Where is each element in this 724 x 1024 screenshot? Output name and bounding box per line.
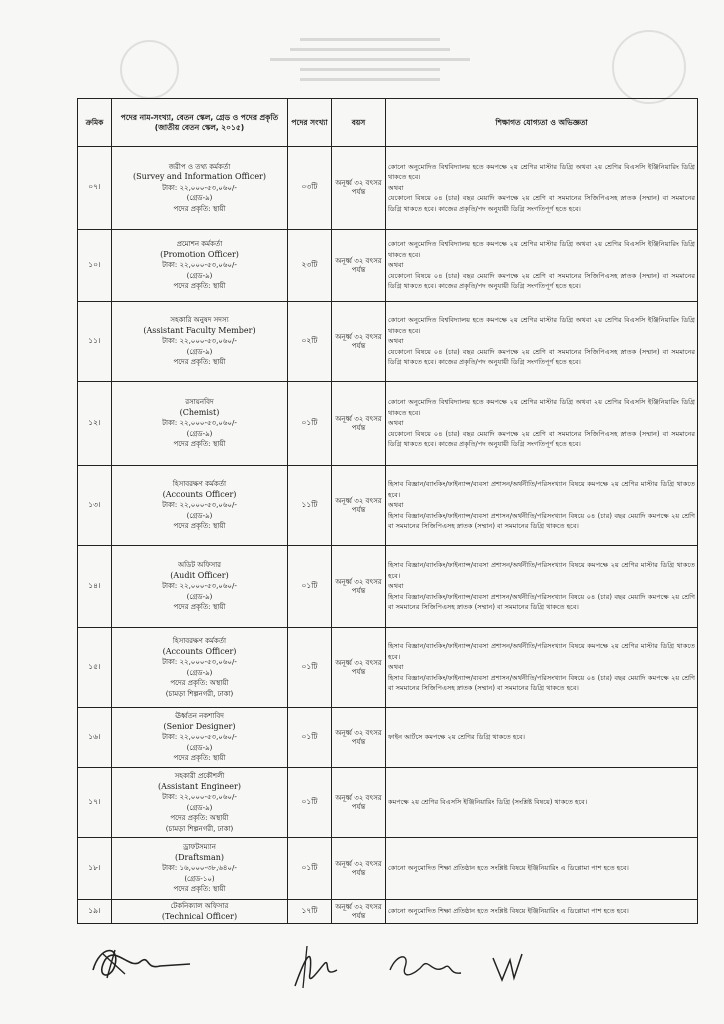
count-cell: ০১টি xyxy=(288,708,332,768)
serial-cell: ১১। xyxy=(78,302,112,382)
count-cell: ০৩টি xyxy=(288,147,332,230)
post-cell xyxy=(112,768,288,838)
qualification-cell xyxy=(386,768,698,838)
post-grade: (গ্রেড-৯) xyxy=(186,668,213,677)
signature-3 xyxy=(385,945,465,985)
count-cell: ২৩টি xyxy=(288,230,332,302)
job-table xyxy=(77,98,698,924)
post-pay: টাকা: ২২,০০০-৫৩,০৬০/- xyxy=(162,261,237,270)
post-pay: টাকা: ২২,০০০-৫৩,০৬০/- xyxy=(162,658,237,666)
serial-cell: ১৩। xyxy=(78,466,112,546)
post-name-en: (Senior Designer) xyxy=(163,721,236,731)
qualification-line: হিসাব বিজ্ঞান/ব্যাংকিং/ফাইন্যান্স/ব্যবসা প্রশাসন/অর্থনীতি/পরিসংখ্যান বিষয়ে কমপক্ষে ২য় শ্রেণির মাস্টার ডিগ্রি থাকতে হবে। xyxy=(388,561,695,580)
post-cell xyxy=(112,302,288,382)
serial-cell: ০৭। xyxy=(78,147,112,230)
post-pay: টাকা: ২২,০০০-৫৩,০৬০/- xyxy=(162,582,237,591)
post-name-en: (Assistant Faculty Member) xyxy=(143,325,256,335)
qualification-line: হিসাব বিজ্ঞান/ব্যাংকিং/ফাইন্যান্স/ব্যবসা প্রশাসন/অর্থনীতি/পরিসংখ্যান বিষয়ে ০৪ (চার) বছর মেয়াদি কমপক্ষে ২য় শ্রেণি বা সমমানের সিজিপিএসহ স্নাতক (সম্মান) বা সমমানের ডিগ্রি থাকতে হবে। xyxy=(388,511,695,531)
count-cell: ১৭টি xyxy=(288,900,332,924)
age-cell: অনূর্ধ্ব ৩২ বৎসর পর্যন্ত xyxy=(332,382,386,466)
faint-seal-left xyxy=(120,40,179,99)
post-grade: (গ্রেড-৯) xyxy=(186,511,213,520)
qualification-cell xyxy=(386,230,698,302)
table-row xyxy=(78,628,698,708)
count-cell: ০২টি xyxy=(288,302,332,382)
post-grade: (গ্রেড-৯) xyxy=(186,743,213,752)
serial-cell: ১৪। xyxy=(78,546,112,628)
qualification-line: অথবা xyxy=(388,663,404,672)
post-name-bn: হিসাবরক্ষণ কর্মকর্তা xyxy=(172,637,227,645)
post-grade: (গ্রেড-৯) xyxy=(186,803,213,812)
post-name-bn: হিসাবরক্ষণ কর্মকর্তা xyxy=(172,480,227,489)
post-cell xyxy=(112,147,288,230)
count-cell: ০১টি xyxy=(288,838,332,900)
qualification-cell xyxy=(386,546,698,628)
post-pay: টাকা: ১৬,০০০-৩৮,৬৪০/- xyxy=(162,864,237,873)
table-row xyxy=(78,382,698,466)
post-name-bn: প্রমোশন কর্মকর্তা xyxy=(176,240,223,249)
qualification-line: যেকোনো বিষয়ে ০৪ (চার) বছর মেয়াদি কমপক্ষে ২য় শ্রেণি বা সমমানের সিজিপিএসহ স্নাতক (সম্মান) বা সমমানের ডিগ্রি থাকতে হবে। কাজের প্রকৃতি/পদ অনুযায়ী ডিগ্রি সংগতিপূর্ণ হতে হবে। xyxy=(388,194,695,213)
post-name-bn: জরীপ ও তথ্য কর্মকর্তা xyxy=(168,162,231,171)
table-row xyxy=(78,302,698,382)
post-name-bn: রসায়নবিদ xyxy=(185,398,214,407)
post-name-bn: অডিট অফিসার xyxy=(178,561,221,570)
age-cell: অনূর্ধ্ব ৩২ বৎসর পর্যন্ত xyxy=(332,900,386,924)
post-location: (চামড়া শিল্পনগরী, ঢাকা) xyxy=(165,824,234,833)
faint-header-bleed xyxy=(0,0,724,100)
qualification-line: কোনো অনুমোদিত বিশ্ববিদ্যালয় হতে কমপক্ষে ২য় শ্রেণির মাস্টার ডিগ্রি অথবা ২য় শ্রেণির বিএসসি ইঞ্জিনিয়ারিং ডিগ্রি থাকতে হবে। xyxy=(388,398,695,417)
qualification-line: অথবা xyxy=(388,337,404,346)
post-name-bn: সহকারী প্রকৌশলী xyxy=(174,772,225,780)
age-cell: অনূর্ধ্ব ৩২ বৎসর পর্যন্ত xyxy=(332,838,386,900)
post-name-en: (Accounts Officer) xyxy=(162,646,237,656)
qualification-cell xyxy=(386,838,698,900)
qualification-line: অথবা xyxy=(388,261,404,270)
post-nature: পদের প্রকৃতি: স্থায়ী xyxy=(173,204,226,213)
qualification-line: কোনো অনুমোদিত বিশ্ববিদ্যালয় হতে কমপক্ষে ২য় শ্রেণির মাস্টার ডিগ্রি অথবা ২য় শ্রেণির বিএসসি ইঞ্জিনিয়ারিং ডিগ্রি থাকতে হবে। xyxy=(388,240,695,259)
post-grade: (গ্রেড-১০) xyxy=(184,874,215,883)
table-header-row xyxy=(78,99,698,147)
header-post: পদের নাম-সংখ্যা, বেতন স্কেল, গ্রেড ও পদের প্রকৃতি (জাতীয় বেতন স্কেল, ২০১৫) xyxy=(112,99,288,147)
qualification-line: কমপক্ষে ২য় শ্রেণির বিএসসি ইঞ্জিনিয়ারিং ডিগ্রি (সংশ্লিষ্ট বিষয়ে) থাকতে হবে। xyxy=(388,798,588,807)
qualification-cell xyxy=(386,900,698,924)
post-pay: টাকা: ২২,০০০-৫৩,০৬০/- xyxy=(162,501,237,510)
table-row xyxy=(78,838,698,900)
signature-1 xyxy=(85,940,195,985)
age-cell: অনূর্ধ্ব ৩২ বৎসর পর্যন্ত xyxy=(332,628,386,708)
qualification-cell xyxy=(386,708,698,768)
table-row xyxy=(78,230,698,302)
post-pay: টাকা: ২২,০০০-৫৩,০৬০/- xyxy=(162,793,237,801)
post-name-en: (Technical Officer) xyxy=(161,911,238,921)
count-cell: ০১টি xyxy=(288,768,332,838)
age-cell: অনূর্ধ্ব ৩২ বৎসর পর্যন্ত xyxy=(332,768,386,838)
age-cell: অনূর্ধ্ব ৩২ বৎসর পর্যন্ত xyxy=(332,546,386,628)
qualification-cell xyxy=(386,147,698,230)
post-grade: (গ্রেড-৯) xyxy=(186,592,213,601)
post-name-en: (Draftsman) xyxy=(174,852,225,862)
post-nature: পদের প্রকৃতি: স্থায়ী xyxy=(173,885,226,894)
post-name-en: (Promotion Officer) xyxy=(160,249,239,259)
count-cell: ১১টি xyxy=(288,466,332,546)
post-cell xyxy=(112,382,288,466)
qualification-line: যেকোনো বিষয়ে ০৪ (চার) বছর মেয়াদি কমপক্ষে ২য় শ্রেণি বা সমমানের সিজিপিএসহ স্নাতক (সম্মান) বা সমমানের ডিগ্রি থাকতে হবে। কাজের প্রকৃতি/পদ অনুযায়ী ডিগ্রি সংগতিপূর্ণ হতে হবে। xyxy=(388,271,695,291)
post-cell xyxy=(112,900,288,924)
post-name-en: (Survey and Information Officer) xyxy=(133,172,266,182)
post-grade: (গ্রেড-৯) xyxy=(186,271,213,280)
post-name-bn: টেকনিক্যাল অফিসার xyxy=(170,902,229,910)
count-cell: ০১টি xyxy=(288,546,332,628)
post-name-en: (Chemist) xyxy=(179,407,220,417)
post-name-bn: ঊর্ধ্বতন নকশাবিদ xyxy=(175,712,224,721)
post-nature: পদের প্রকৃতি: স্থায়ী xyxy=(173,603,226,612)
table-row xyxy=(78,147,698,230)
post-nature: পদের প্রকৃতি: স্থায়ী xyxy=(173,754,226,763)
header-serial: ক্রমিক xyxy=(78,99,112,147)
post-cell xyxy=(112,628,288,708)
header-age: বয়স xyxy=(332,99,386,147)
post-nature: পদের প্রকৃতি: স্থায়ী xyxy=(173,358,226,367)
post-nature: পদের প্রকৃতি: স্থায়ী xyxy=(173,440,226,449)
post-cell xyxy=(112,838,288,900)
qualification-line: কোনো অনুমোদিত বিশ্ববিদ্যালয় হতে কমপক্ষে ২য় শ্রেণির মাস্টার ডিগ্রি অথবা ২য় শ্রেণির বিএসসি ইঞ্জিনিয়ারিং ডিগ্রি থাকতে হবে। xyxy=(388,316,695,335)
post-cell xyxy=(112,546,288,628)
qualification-line: অথবা xyxy=(388,501,404,510)
qualification-line: হিসাব বিজ্ঞান/ব্যাংকিং/ফাইন্যান্স/ব্যবসা প্রশাসন/অর্থনীতি/পরিসংখ্যান বিষয়ে কমপক্ষে ২য় শ্রেণির মাস্টার ডিগ্রি থাকতে হবে। xyxy=(388,480,695,499)
post-grade: (গ্রেড-৯) xyxy=(186,347,213,356)
table-row xyxy=(78,768,698,838)
serial-cell: ১০। xyxy=(78,230,112,302)
qualification-line: যেকোনো বিষয়ে ০৪ (চার) বছর মেয়াদি কমপক্ষে ২য় শ্রেণি বা সমমানের সিজিপিএসহ স্নাতক (সম্মান) বা সমমানের ডিগ্রি থাকতে হবে। কাজের প্রকৃতি/পদ অনুযায়ী ডিগ্রি সংগতিপূর্ণ হতে হবে। xyxy=(388,347,695,367)
post-nature: পদের প্রকৃতি: অস্থায়ী xyxy=(170,814,229,822)
post-grade: (গ্রেড-৯) xyxy=(186,429,213,438)
post-name-en: (Assistant Engineer) xyxy=(158,781,241,791)
qualification-cell xyxy=(386,302,698,382)
age-cell: অনূর্ধ্ব ৩২ বৎসর পর্যন্ত xyxy=(332,466,386,546)
qualification-line: কোনো অনুমোদিত বিশ্ববিদ্যালয় হতে কমপক্ষে ২য় শ্রেণির মাস্টার ডিগ্রি অথবা ২য় শ্রেণির বিএসসি ইঞ্জিনিয়ারিং ডিগ্রি থাকতে হবে। xyxy=(388,162,695,182)
post-name-en: (Audit Officer) xyxy=(170,570,229,580)
qualification-cell xyxy=(386,382,698,466)
post-nature: পদের প্রকৃতি: স্থায়ী xyxy=(173,282,226,291)
serial-cell: ১৭। xyxy=(78,768,112,838)
post-cell xyxy=(112,230,288,302)
qualification-cell xyxy=(386,466,698,546)
post-pay: টাকা: ২২,০০০-৫৩,০৬০/- xyxy=(162,419,237,428)
serial-cell: ১৬। xyxy=(78,708,112,768)
age-cell: অনূর্ধ্ব ৩২ বৎসর পর্যন্ত xyxy=(332,230,386,302)
qualification-line: কোনো অনুমোদিত শিক্ষা প্রতিষ্ঠান হতে সংশ্লিষ্ট বিষয়ে ইঞ্জিনিয়ারিং এ ডিপ্লোমা পাশ হতে হবে। xyxy=(388,907,629,916)
serial-cell: ১৯। xyxy=(78,900,112,924)
qualification-line: অথবা xyxy=(388,183,404,192)
post-pay: টাকা: ২২,০০০-৫৩,০৬০/- xyxy=(162,337,237,346)
post-name-en: (Accounts Officer) xyxy=(162,489,237,499)
post-nature: পদের প্রকৃতি: স্থায়ী xyxy=(173,522,226,531)
post-name-bn: সহকারি অনুষদ সদস্য xyxy=(170,316,229,325)
serial-cell: ১৮। xyxy=(78,838,112,900)
signature-2 xyxy=(285,938,345,993)
age-cell: অনূর্ধ্ব ৩২ বৎসর পর্যন্ত xyxy=(332,147,386,230)
age-cell: অনূর্ধ্ব ৩২ বৎসর পর্যন্ত xyxy=(332,708,386,768)
serial-cell: ১৫। xyxy=(78,628,112,708)
qualification-line: হিসাব বিজ্ঞান/ব্যাংকিং/ফাইন্যান্স/ব্যবসা প্রশাসন/অর্থনীতি/পরিসংখ্যান বিষয়ে কমপক্ষে ২য় শ্রেণির মাস্টার ডিগ্রি থাকতে হবে। xyxy=(388,642,695,661)
header-count: পদের সংখ্যা xyxy=(288,99,332,147)
post-location: (চামড়া শিল্পনগরী, ঢাকা) xyxy=(165,689,234,698)
table-row xyxy=(78,708,698,768)
post-grade: (গ্রেড-৯) xyxy=(186,194,213,203)
qualification-line: হিসাব বিজ্ঞান/ব্যাংকিং/ফাইন্যান্স/ব্যবসা প্রশাসন/অর্থনীতি/পরিসংখ্যান বিষয়ে ০৪ (চার) বছর মেয়াদি কমপক্ষে ২য় শ্রেণি বা সমমানের সিজিপিএসহ স্নাতক (সম্মান) বা সমমানের ডিগ্রি থাকতে হবে। xyxy=(388,673,695,693)
qualification-line: কোনো অনুমোদিত শিক্ষা প্রতিষ্ঠান হতে সংশ্লিষ্ট বিষয়ে ইঞ্জিনিয়ারিং এ ডিপ্লোমা পাশ হতে হবে। xyxy=(388,864,629,873)
qualification-line: হিসাব বিজ্ঞান/ব্যাংকিং/ফাইন্যান্স/ব্যবসা প্রশাসন/অর্থনীতি/পরিসংখ্যান বিষয়ে ০৪ (চার) বছর মেয়াদি কমপক্ষে ২য় শ্রেণি বা সমমানের সিজিপিএসহ স্নাতক (সম্মান) বা সমমানের ডিগ্রি থাকতে হবে। xyxy=(388,592,695,612)
post-pay: টাকা: ২২,০০০-৫৩,০৬০/- xyxy=(162,183,237,192)
post-cell xyxy=(112,466,288,546)
table-row xyxy=(78,546,698,628)
qualification-line: অথবা xyxy=(388,582,404,591)
qualification-line: ফাইন আর্টসে কমপক্ষে ২য় শ্রেণির ডিগ্রি থাকতে হবে। xyxy=(388,733,526,742)
table-row xyxy=(78,466,698,546)
faint-seal-right xyxy=(612,30,686,104)
count-cell: ০১টি xyxy=(288,628,332,708)
serial-cell: ১২। xyxy=(78,382,112,466)
qualification-line: যেকোনো বিষয়ে ০৪ (চার) বছর মেয়াদি কমপক্ষে ২য় শ্রেণি বা সমমানের সিজিপিএসহ স্নাতক (সম্মান) বা সমমানের ডিগ্রি থাকতে হবে। কাজের প্রকৃতি/পদ অনুযায়ী ডিগ্রি সংগতিপূর্ণ হতে হবে। xyxy=(388,429,695,449)
post-name-bn: ড্রাফটসম্যান xyxy=(183,843,216,852)
qualification-cell xyxy=(386,628,698,708)
post-pay: টাকা: ২২,০০০-৫৩,০৬০/- xyxy=(162,733,237,742)
signature-4 xyxy=(488,948,528,986)
qualification-line: অথবা xyxy=(388,419,404,428)
post-nature: পদের প্রকৃতি: অস্থায়ী xyxy=(170,679,229,687)
post-cell xyxy=(112,708,288,768)
count-cell: ০১টি xyxy=(288,382,332,466)
table-row xyxy=(78,900,698,924)
age-cell: অনূর্ধ্ব ৩২ বৎসর পর্যন্ত xyxy=(332,302,386,382)
header-qualification: শিক্ষাগত যোগ্যতা ও অভিজ্ঞতা xyxy=(386,99,698,147)
